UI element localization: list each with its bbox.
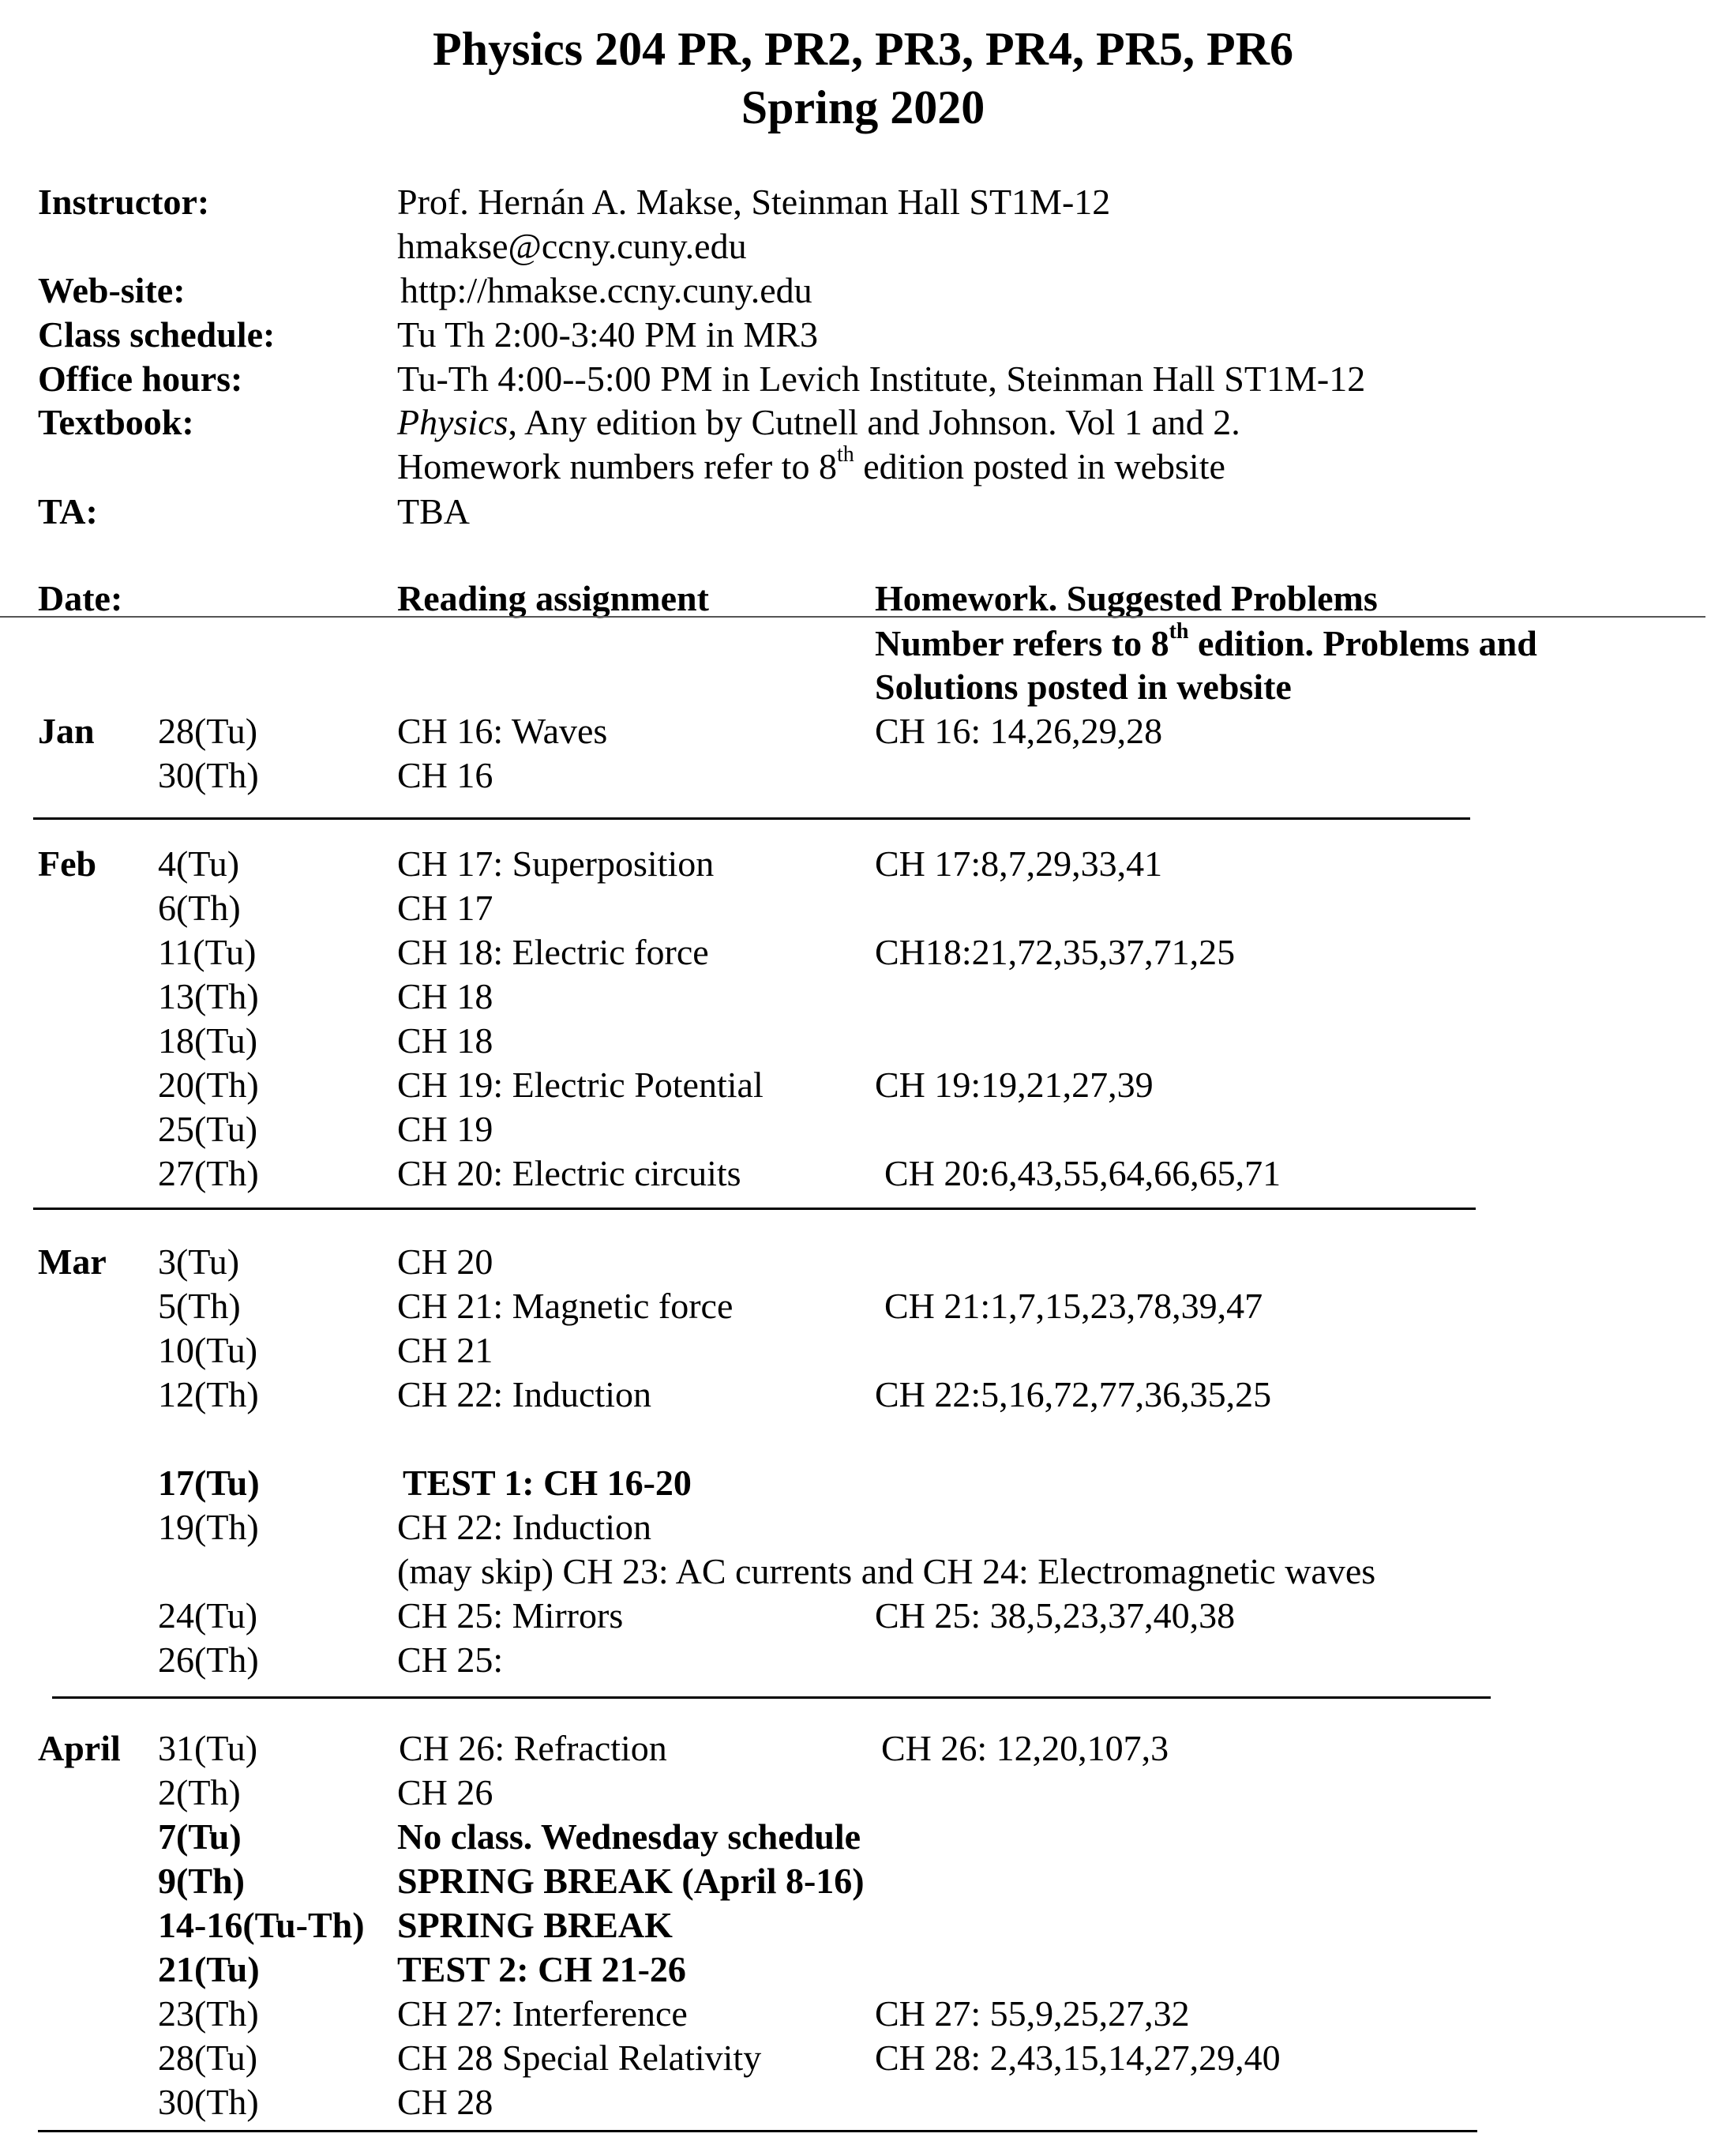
date-cell: 13(Th) xyxy=(158,976,259,1016)
column-header-homework xyxy=(875,577,1378,621)
homework-note-pre: Homework numbers refer to 8 xyxy=(397,446,837,486)
note1-pre: Number refers to 8 xyxy=(875,623,1169,663)
reading-cell-no-class: No class. Wednesday schedule xyxy=(397,1816,861,1857)
date-cell: 10(Tu) xyxy=(158,1330,258,1370)
reading-cell: CH 28 Special Relativity xyxy=(397,2038,762,2078)
textbook-details: , Any edition by Cutnell and Johnson. Vol 1 and 2. xyxy=(508,402,1240,442)
note1-sup: th xyxy=(1169,618,1189,644)
date-cell: 12(Th) xyxy=(158,1374,259,1414)
reading-cell: CH 17: Superposition xyxy=(397,843,715,884)
date-cell: 25(Tu) xyxy=(158,1109,258,1149)
date-cell-spring-break: 14-16(Tu-Th) xyxy=(158,1905,365,1945)
homework-cell: CH 16: 14,26,29,28 xyxy=(875,711,1163,751)
homework-note-line-2: Solutions posted in website xyxy=(875,667,1292,707)
homework-header-word: Homework xyxy=(875,578,1049,618)
homework-cell: CH 26: 12,20,107,3 xyxy=(881,1728,1169,1768)
reading-cell: CH 18: Electric force xyxy=(397,932,709,972)
website-value: http://hmakse.ccny.cuny.edu xyxy=(400,270,812,310)
column-header-reading: Reading assignment xyxy=(397,578,709,618)
header-rule xyxy=(0,616,1705,618)
date-cell: 4(Tu) xyxy=(158,843,240,884)
instructor-label: Instructor: xyxy=(38,182,210,222)
section-divider-apr xyxy=(38,2130,1477,2132)
reading-cell: CH 25: Mirrors xyxy=(397,1595,624,1636)
date-cell: 28(Tu) xyxy=(158,2038,258,2078)
reading-cell: CH 18 xyxy=(397,976,493,1016)
reading-cell: CH 21: Magnetic force xyxy=(397,1286,734,1326)
month-mar: Mar xyxy=(38,1241,107,1282)
instructor-email: hmakse@ccny.cuny.edu xyxy=(397,226,747,266)
date-cell: 26(Th) xyxy=(158,1640,259,1680)
reading-cell: CH 16 xyxy=(397,755,493,795)
date-cell: 24(Tu) xyxy=(158,1595,258,1636)
date-cell: 20(Th) xyxy=(158,1065,259,1105)
document-term: Spring 2020 xyxy=(741,81,985,133)
homework-edition-note xyxy=(397,441,1225,489)
instructor-value: Prof. Hernán A. Makse, Steinman Hall ST1M-12 xyxy=(397,182,1111,222)
homework-cell: CH 27: 55,9,25,27,32 xyxy=(875,1993,1190,2034)
month-apr: April xyxy=(38,1728,121,1768)
website-label: Web-site: xyxy=(38,270,186,310)
date-cell-test: 21(Tu) xyxy=(158,1949,260,1989)
office-hours-label: Office hours: xyxy=(38,359,243,399)
reading-cell: CH 19: Electric Potential xyxy=(397,1065,764,1105)
reading-cell: (may skip) CH 23: AC currents and CH 24: Electromagnetic waves xyxy=(397,1551,1376,1591)
date-cell: 19(Th) xyxy=(158,1507,259,1547)
date-cell: 30(Th) xyxy=(158,2082,259,2122)
homework-cell: CH 22:5,16,72,77,36,35,25 xyxy=(875,1374,1272,1414)
reading-cell-test: TEST 1: CH 16-20 xyxy=(403,1463,692,1503)
office-hours-value: Tu-Th 4:00--5:00 PM in Levich Institute, Steinman Hall ST1M-12 xyxy=(397,359,1366,399)
date-cell: 3(Tu) xyxy=(158,1241,240,1282)
reading-cell: CH 21 xyxy=(397,1330,493,1370)
column-header-date: Date: xyxy=(38,578,123,618)
date-cell-spring-break: 9(Th) xyxy=(158,1861,245,1901)
reading-cell: CH 17 xyxy=(397,888,493,928)
month-feb: Feb xyxy=(38,843,97,884)
date-cell: 18(Tu) xyxy=(158,1020,258,1061)
reading-cell: CH 18 xyxy=(397,1020,493,1061)
date-cell: 27(Th) xyxy=(158,1153,259,1193)
reading-cell: CH 26 xyxy=(397,1772,493,1812)
note1-post: edition. Problems and xyxy=(1188,623,1537,663)
textbook-value xyxy=(397,400,1240,445)
date-cell-test: 17(Tu) xyxy=(158,1463,260,1503)
homework-header-rest: . Suggested Problems xyxy=(1048,578,1378,618)
document-title: Physics 204 PR, PR2, PR3, PR4, PR5, PR6 xyxy=(433,23,1293,75)
date-cell: 28(Tu) xyxy=(158,711,258,751)
textbook-label: Textbook: xyxy=(38,402,194,442)
date-cell: 11(Tu) xyxy=(158,932,257,972)
schedule-value: Tu Th 2:00-3:40 PM in MR3 xyxy=(397,314,818,355)
section-divider-mar xyxy=(52,1696,1491,1699)
ta-value: TBA xyxy=(397,491,470,531)
reading-cell-spring-break: SPRING BREAK (April 8-16) xyxy=(397,1861,865,1901)
date-cell: 5(Th) xyxy=(158,1286,241,1326)
date-cell: 2(Th) xyxy=(158,1772,241,1812)
homework-note-line-1 xyxy=(875,618,1537,666)
date-cell-no-class: 7(Tu) xyxy=(158,1816,242,1857)
reading-cell: CH 26: Refraction xyxy=(399,1728,667,1768)
date-cell: 23(Th) xyxy=(158,1993,259,2034)
textbook-title: Physics xyxy=(397,402,508,442)
reading-cell-spring-break: SPRING BREAK xyxy=(397,1905,673,1945)
homework-cell: CH 28: 2,43,15,14,27,29,40 xyxy=(875,2038,1281,2078)
reading-cell: CH 16: Waves xyxy=(397,711,608,751)
date-cell: 31(Tu) xyxy=(158,1728,258,1768)
reading-cell: CH 28 xyxy=(397,2082,493,2122)
homework-cell: CH 20:6,43,55,64,66,65,71 xyxy=(884,1153,1281,1193)
homework-cell: CH 25: 38,5,23,37,40,38 xyxy=(875,1595,1236,1636)
reading-cell: CH 19 xyxy=(397,1109,493,1149)
homework-note-post: edition posted in website xyxy=(854,446,1225,486)
reading-cell-test: TEST 2: CH 21-26 xyxy=(397,1949,686,1989)
homework-cell: CH 17:8,7,29,33,41 xyxy=(875,843,1163,884)
homework-cell: CH 21:1,7,15,23,78,39,47 xyxy=(884,1286,1263,1326)
section-divider-feb xyxy=(33,1208,1476,1210)
homework-cell: CH18:21,72,35,37,71,25 xyxy=(875,932,1236,972)
homework-note-sup: th xyxy=(836,441,854,467)
ta-label: TA: xyxy=(38,491,98,531)
schedule-label: Class schedule: xyxy=(38,314,276,355)
month-jan: Jan xyxy=(38,711,95,751)
section-divider-jan xyxy=(33,817,1470,820)
reading-cell: CH 25: xyxy=(397,1640,504,1680)
reading-cell: CH 22: Induction xyxy=(397,1374,651,1414)
reading-cell: CH 20 xyxy=(397,1241,493,1282)
date-cell: 6(Th) xyxy=(158,888,241,928)
reading-cell: CH 27: Interference xyxy=(397,1993,688,2034)
reading-cell: CH 20: Electric circuits xyxy=(397,1153,741,1193)
date-cell: 30(Th) xyxy=(158,755,259,795)
reading-cell: CH 22: Induction xyxy=(397,1507,651,1547)
homework-cell: CH 19:19,21,27,39 xyxy=(875,1065,1154,1105)
